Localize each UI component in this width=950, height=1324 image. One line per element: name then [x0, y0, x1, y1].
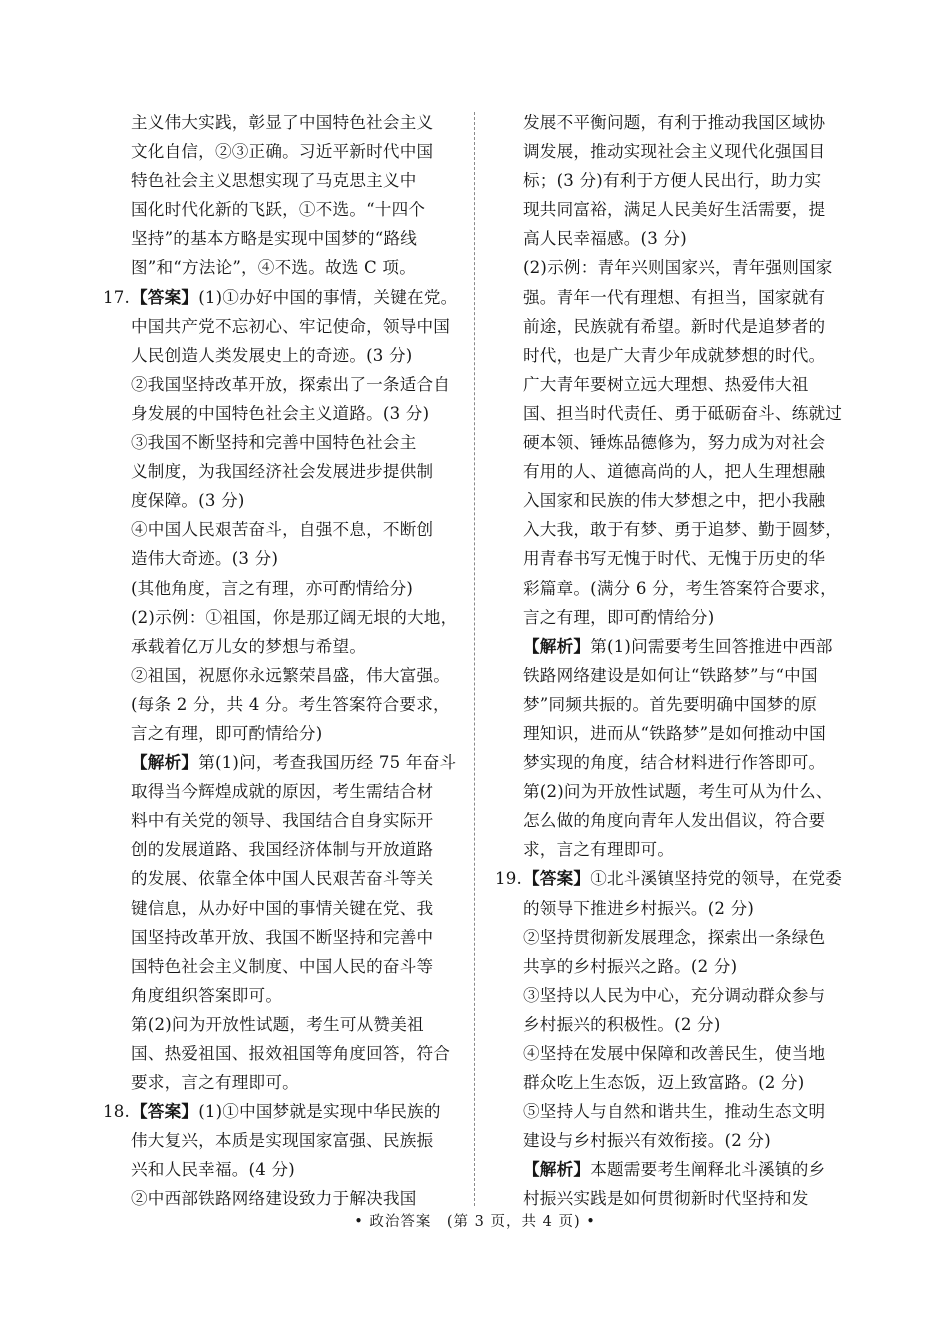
line-text: 的领导下推进乡村振兴。(2 分)	[523, 898, 755, 918]
text-line	[131, 137, 457, 166]
left-column	[103, 108, 458, 1214]
line-text: (1)①中国梦就是实现中华民族的	[198, 1102, 441, 1122]
text-line	[523, 923, 849, 952]
line-text: 梦实现的角度，结合材料进行作答即可。	[523, 753, 826, 773]
line-text: 坚持”的基本方略是实现中国梦的“路线	[131, 229, 418, 249]
line-text: ③坚持以人民为中心，充分调动群众参与	[523, 985, 826, 1005]
text-line	[523, 428, 849, 457]
text-line	[103, 283, 458, 312]
text-line	[131, 719, 457, 748]
line-text: 第(1)问需要考生回答推进中西部	[590, 636, 833, 656]
line-text: 乡村振兴的积极性。(2 分)	[523, 1014, 721, 1034]
text-line	[131, 661, 457, 690]
line-text: 国化时代化新的飞跃，①不选。“十四个	[131, 200, 426, 220]
text-line	[523, 981, 849, 1010]
text-line	[131, 632, 457, 661]
text-line	[131, 1010, 457, 1039]
text-line	[131, 894, 457, 923]
text-line	[523, 544, 849, 573]
text-line	[131, 428, 457, 457]
text-line	[495, 864, 849, 893]
line-text: 言之有理，即可酌情给分)	[131, 723, 323, 743]
line-text: 共享的乡村振兴之路。(2 分)	[523, 956, 738, 976]
line-text: 怎么做的角度向青年人发出倡议，符合要	[523, 811, 826, 831]
line-text: 铁路网络建设是如何让“铁路梦”与“中国	[523, 665, 818, 685]
line-text: 理知识，进而从“铁路梦”是如何推动中国	[523, 723, 826, 743]
text-line	[523, 1068, 849, 1097]
line-text: 建设与乡村振兴有效衔接。(2 分)	[523, 1131, 771, 1151]
line-text: 前途，民族就有希望。新时代是追梦者的	[523, 316, 826, 336]
text-line	[523, 1010, 849, 1039]
text-line	[523, 835, 849, 864]
text-line	[131, 981, 457, 1010]
line-text: 强。青年一代有理想、有担当，国家就有	[523, 287, 826, 307]
line-text: ⑤坚持人与自然和谐共生，推动生态文明	[523, 1102, 826, 1122]
line-text: 兴和人民幸福。(4 分)	[131, 1160, 295, 1180]
question-number: 18.	[103, 1102, 130, 1122]
line-text: 第(2)问为开放性试题，考生可从赞美祖	[131, 1014, 424, 1034]
text-line	[523, 806, 849, 835]
text-line	[523, 719, 849, 748]
line-text: 的发展、依靠全体中国人民艰苦奋斗等关	[131, 869, 434, 889]
text-line	[131, 748, 457, 777]
line-text: 义制度，为我国经济社会发展进步提供制	[131, 462, 434, 482]
text-line	[523, 1097, 849, 1126]
line-text: 人民创造人类发展史上的奇迹。(3 分)	[131, 345, 413, 365]
text-line	[523, 515, 849, 544]
line-text: 彩篇章。(满分 6 分，考生答案符合要求，	[523, 578, 837, 598]
section-tag: 【解析】	[523, 635, 591, 656]
text-line	[523, 486, 849, 515]
line-text: ②中西部铁路网络建设致力于解决我国	[131, 1189, 417, 1209]
line-text: 主义伟大实践，彰显了中国特色社会主义	[131, 113, 434, 132]
line-text: 标；(3 分)有利于方便人民出行，助力实	[523, 171, 822, 191]
line-text: 角度组织答案即可。	[131, 985, 283, 1005]
text-line	[131, 603, 457, 632]
line-text: (其他角度，言之有理，亦可酌情给分)	[131, 578, 414, 598]
line-text: 料中有关党的领导、我国结合自身实际开	[131, 811, 434, 831]
text-line	[523, 166, 849, 195]
line-text: 村振兴实践是如何贯彻新时代坚持和发	[523, 1189, 809, 1209]
text-line	[523, 777, 849, 806]
text-line	[523, 690, 849, 719]
line-text: 调发展，推动实现社会主义现代化强国目	[523, 142, 826, 162]
text-line	[523, 1126, 849, 1155]
line-text: 广大青年要树立远大理想、热爱伟大祖	[523, 374, 809, 394]
line-text: 有用的人、道德高尚的人，把人生理想融	[523, 462, 826, 482]
question-number: 17.	[103, 287, 130, 307]
text-line	[131, 486, 457, 515]
line-text: 用青春书写无愧于时代、无愧于历史的华	[523, 549, 826, 569]
line-text: (1)①办好中国的事情，关键在党。	[198, 287, 458, 307]
line-text: ①北斗溪镇坚持党的领导，在党委	[590, 869, 843, 889]
text-line	[131, 923, 457, 952]
text-line	[523, 574, 849, 603]
line-text: 中国共产党不忘初心、牢记使命，领导中国	[131, 316, 451, 336]
text-line	[131, 574, 457, 603]
text-line	[523, 457, 849, 486]
text-line	[523, 748, 849, 777]
line-text: 承载着亿万儿女的梦想与希望。	[131, 636, 367, 656]
text-line	[523, 370, 849, 399]
text-line	[103, 1097, 457, 1126]
text-line	[131, 312, 457, 341]
column-divider	[474, 112, 475, 1206]
line-text: 特色社会主义思想实现了马克思主义中	[131, 171, 417, 191]
text-line	[131, 690, 457, 719]
text-line	[131, 1039, 457, 1068]
text-line	[523, 108, 849, 137]
line-text: 图”和“方法论”，④不选。故选 C 项。	[131, 258, 417, 278]
text-line	[523, 1155, 849, 1184]
text-line	[523, 894, 849, 923]
text-line	[523, 399, 849, 428]
text-line	[523, 632, 849, 661]
section-tag: 【答案】	[523, 868, 591, 889]
text-line	[523, 603, 849, 632]
text-line	[523, 661, 849, 690]
line-text: 梦”同频共振的。首先要明确中国梦的原	[523, 694, 818, 714]
text-line	[131, 224, 457, 253]
text-line	[131, 1068, 457, 1097]
line-text: 国特色社会主义制度、中国人民的奋斗等	[131, 956, 434, 976]
text-line	[523, 341, 849, 370]
text-line	[131, 1126, 457, 1155]
line-text: (2)示例：青年兴则国家兴，青年强则国家	[523, 258, 833, 278]
line-text: 言之有理，即可酌情给分)	[523, 607, 715, 627]
line-text: 身发展的中国特色社会主义道路。(3 分)	[131, 403, 430, 423]
line-text: 国、热爱祖国、报效祖国等角度回答，符合	[131, 1044, 451, 1063]
section-tag: 【答案】	[131, 1101, 199, 1122]
line-text: 键信息，从办好中国的事情关键在党、我	[131, 898, 434, 918]
line-text: 国坚持改革开放、我国不断坚持和完善中	[131, 927, 434, 947]
line-text: 求，言之有理即可。	[523, 840, 675, 860]
line-text: 文化自信，②③正确。习近平新时代中国	[131, 142, 434, 162]
line-text: 现共同富裕，满足人民美好生活需要，提	[523, 200, 826, 220]
line-text: ②祖国，祝愿你永远繁荣昌盛，伟大富强。	[131, 665, 451, 685]
line-text: (每条 2 分，共 4 分。考生答案符合要求，	[131, 694, 450, 714]
line-text: 度保障。(3 分)	[131, 491, 245, 511]
line-text: 第(2)问为开放性试题，考生可从为什么、	[523, 782, 833, 802]
line-text: 创的发展道路、我国经济体制与开放道路	[131, 840, 434, 860]
line-text: 要求，言之有理即可。	[131, 1073, 299, 1093]
line-text: 高人民幸福感。(3 分)	[523, 229, 687, 249]
text-line	[131, 952, 457, 981]
text-line	[131, 370, 457, 399]
line-text: 造伟大奇迹。(3 分)	[131, 549, 279, 569]
section-tag: 【答案】	[131, 286, 199, 307]
text-line	[131, 166, 457, 195]
page-footer: • 政治答案 (第 3 页，共 4 页) •	[354, 1214, 596, 1230]
line-text: 硬本领、锤炼品德修为，努力成为对社会	[523, 433, 826, 453]
line-text: 发展不平衡问题，有利于推动我国区域协	[523, 113, 826, 132]
section-tag: 【解析】	[131, 752, 199, 773]
line-text: 入国家和民族的伟大梦想之中，把小我融	[523, 491, 826, 511]
question-number: 19.	[495, 869, 522, 889]
section-tag: 【解析】	[523, 1159, 591, 1180]
text-line	[523, 253, 849, 282]
line-text: ③我国不断坚持和完善中国特色社会主	[131, 433, 417, 453]
text-line	[523, 1039, 849, 1068]
text-line	[131, 1155, 457, 1184]
text-line	[523, 224, 849, 253]
text-line	[523, 952, 849, 981]
line-text: 取得当今辉煌成就的原因，考生需结合材	[131, 782, 434, 802]
text-line	[131, 108, 457, 137]
line-text: 第(1)问，考查我国历经 75 年奋斗	[198, 753, 457, 773]
text-line	[131, 457, 457, 486]
line-text: 本题需要考生阐释北斗溪镇的乡	[590, 1160, 826, 1180]
line-text: (2)示例：①祖国，你是那辽阔无垠的大地，	[131, 607, 458, 627]
right-column	[495, 108, 849, 1214]
text-line	[523, 195, 849, 224]
line-text: ④坚持在发展中保障和改善民生，使当地	[523, 1044, 826, 1063]
line-text: 国、担当时代责任、勇于砥砺奋斗、练就过	[523, 403, 843, 423]
text-line	[131, 341, 457, 370]
text-line	[131, 806, 457, 835]
line-text: 伟大复兴，本质是实现国家富强、民族振	[131, 1131, 434, 1151]
text-line	[131, 544, 457, 573]
line-text: 群众吃上生态饭，迈上致富路。(2 分)	[523, 1073, 805, 1093]
text-line	[131, 399, 457, 428]
text-line	[131, 864, 457, 893]
line-text: 入大我，敢于有梦、勇于追梦、勤于圆梦，	[523, 520, 843, 540]
text-line	[131, 835, 457, 864]
text-line	[131, 195, 457, 224]
text-line	[131, 515, 457, 544]
line-text: 时代，也是广大青少年成就梦想的时代。	[523, 345, 826, 365]
text-line	[523, 283, 849, 312]
line-text: ④中国人民艰苦奋斗，自强不息，不断创	[131, 520, 434, 540]
text-line	[131, 777, 457, 806]
text-line	[131, 253, 457, 282]
text-line	[523, 137, 849, 166]
line-text: ②坚持贯彻新发展理念，探索出一条绿色	[523, 927, 826, 947]
text-line	[523, 312, 849, 341]
line-text: ②我国坚持改革开放，探索出了一条适合自	[131, 374, 451, 394]
